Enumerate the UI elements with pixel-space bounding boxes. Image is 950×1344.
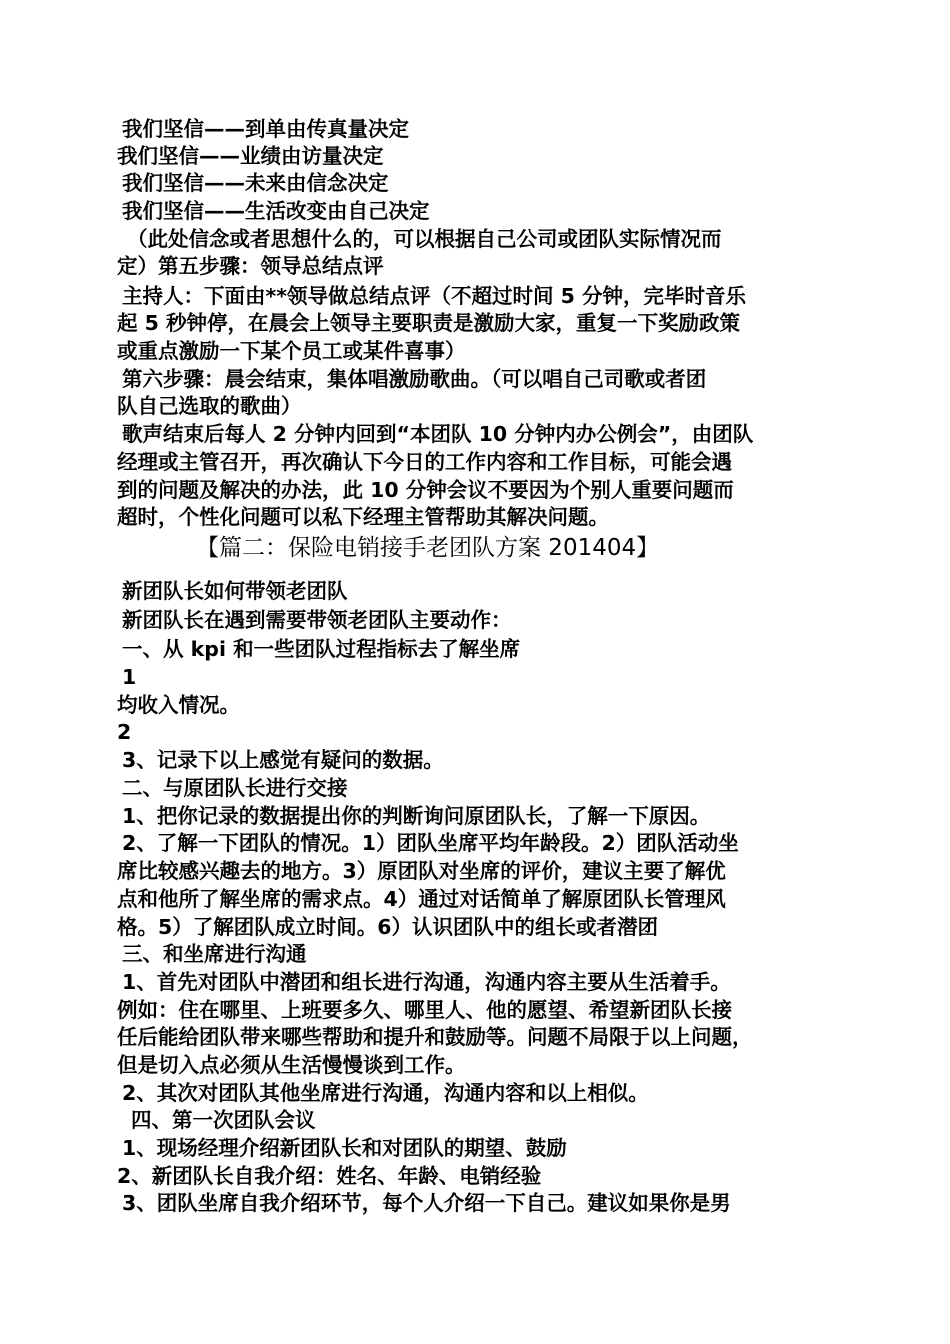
text-line: 3、记录下以上感觉有疑问的数据。 [122, 748, 444, 772]
text-line: 3、团队坐席自我介绍环节，每个人介绍一下自己。建议如果你是男 [122, 1191, 731, 1215]
text-line: 新团队长在遇到需要带领老团队主要动作： [122, 608, 512, 632]
text-line: 1、把你记录的数据提出你的判断询问原团队长，了解一下原因。 [122, 804, 711, 828]
section-heading: 【篇二：保险电销接手老团队方案 201404】 [196, 535, 660, 561]
text-line: 超时，个性化问题可以私下经理主管帮助其解决问题。 [117, 505, 609, 529]
text-line: 二、与原团队长进行交接 [122, 776, 348, 800]
text-line: （此处信念或者思想什么的，可以根据自己公司或团队实际情况而 [127, 227, 722, 251]
text-line: 2 [117, 720, 132, 744]
text-line: 格。5）了解团队成立时间。6）认识团队中的组长或者潜团 [117, 915, 659, 939]
text-line: 例如：住在哪里、上班要多久、哪里人、他的愿望、希望新团队长接 [117, 998, 732, 1022]
text-line: 1、首先对团队中潜团和组长进行沟通，沟通内容主要从生活着手。 [122, 970, 731, 994]
text-line: 1、现场经理介绍新团队长和对团队的期望、鼓励 [122, 1136, 567, 1160]
text-line: 到的问题及解决的办法，此 10 分钟会议不要因为个别人重要问题而 [117, 478, 734, 502]
text-line: 经理或主管召开，再次确认下今日的工作内容和工作目标，可能会遇 [117, 450, 732, 474]
text-line: 四、第一次团队会议 [131, 1108, 316, 1132]
text-line: 但是切入点必须从生活慢慢谈到工作。 [117, 1053, 466, 1077]
text-line: 三、和坐席进行沟通 [122, 942, 307, 966]
text-line: 2、其次对团队其他坐席进行沟通，沟通内容和以上相似。 [122, 1081, 649, 1105]
text-line: 定）第五步骤：领导总结点评 [117, 254, 384, 278]
text-line: 队自己选取的歌曲） [117, 394, 302, 418]
text-line: 我们坚信——到单由传真量决定 [122, 117, 409, 141]
text-line: 我们坚信——生活改变由自己决定 [122, 199, 430, 223]
text-line: 我们坚信——未来由信念决定 [122, 171, 389, 195]
text-line: 歌声结束后每人 2 分钟内回到“本团队 10 分钟内办公例会”，由团队 [122, 422, 754, 446]
text-line: 任后能给团队带来哪些帮助和提升和鼓励等。问题不局限于以上问题， [117, 1025, 753, 1049]
text-line: 2、了解一下团队的情况。1）团队坐席平均年龄段。2）团队活动坐 [122, 831, 739, 855]
text-line: 席比较感兴趣去的地方。3）原团队对坐席的评价，建议主要了解优 [117, 859, 726, 883]
text-line: 我们坚信——业绩由访量决定 [117, 144, 384, 168]
text-line: 均收入情况。 [117, 693, 240, 717]
text-line: 第六步骤：晨会结束，集体唱激励歌曲。（可以唱自己司歌或者团 [122, 367, 707, 391]
text-line: 点和他所了解坐席的需求点。4）通过对话简单了解原团队长管理风 [117, 887, 726, 911]
text-line: 或重点激励一下某个员工或某件喜事） [117, 339, 466, 363]
text-line: 新团队长如何带领老团队 [122, 579, 348, 603]
text-line: 1 [122, 665, 137, 689]
text-line: 主持人：下面由**领导做总结点评（不超过时间 5 分钟，完毕时音乐 [122, 284, 746, 308]
text-line: 2、新团队长自我介绍：姓名、年龄、电销经验 [117, 1164, 542, 1188]
text-line: 起 5 秒钟停，在晨会上领导主要职责是激励大家，重复一下奖励政策 [117, 311, 741, 335]
text-line: 一、从 kpi 和一些团队过程指标去了解坐席 [122, 637, 521, 661]
